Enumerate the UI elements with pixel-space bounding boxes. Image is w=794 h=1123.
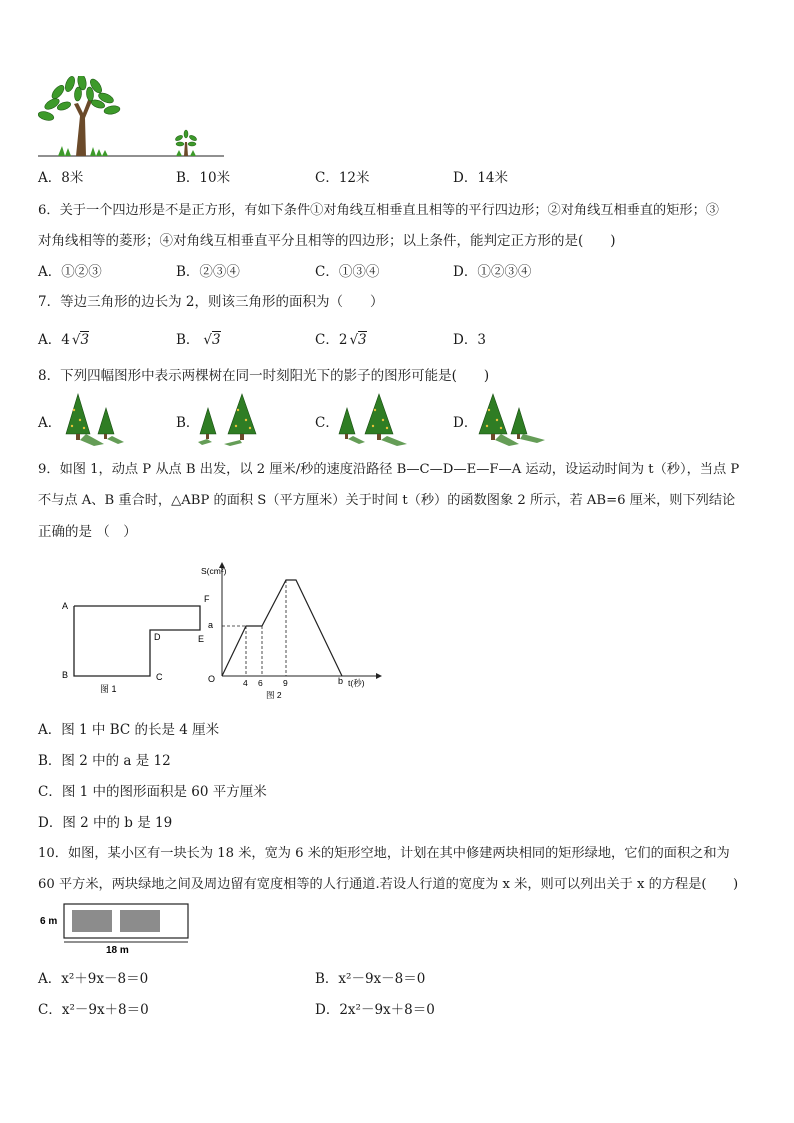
q7-stem: 7．等边三角形的边长为 2，则该三角形的面积为（ ） (38, 294, 384, 310)
q5-option-d: D．14米 (453, 170, 509, 186)
q9-option-a: A．图 1 中 BC 的长是 4 厘米 (38, 722, 220, 738)
q10-option-d: D．2x²－9x＋8＝0 (315, 1002, 435, 1018)
q6-option-c: C．①③④ (315, 264, 380, 280)
q7-option-a-coef: 4 (61, 332, 70, 348)
sqrt-icon: √ (203, 332, 213, 348)
fig1-label-a: A (62, 601, 69, 611)
q10-field-figure (38, 900, 198, 956)
q7-option-c-letter: C． (315, 332, 339, 348)
q8-option-a-label: A． (38, 415, 62, 431)
q6-stem-line1: 6．关于一个四边形是不是正方形，有如下条件①对角线互相垂直且相等的平行四边形；②对角线互相垂直的矩形；③ (38, 203, 719, 218)
q6-option-d: D．①②③④ (453, 264, 532, 280)
fig1-caption: 图 1 (100, 684, 117, 694)
q8-option-c-label: C． (315, 415, 339, 431)
q10-stem-line2: 60 平方米，两块绿地之间及周边留有宽度相等的人行通道.若设人行道的宽度为 x 米，则可以列出关于 x 的方程是( ) (38, 877, 739, 892)
fig1-label-b: B (62, 670, 69, 680)
sqrt-icon: √ (71, 332, 81, 348)
q10-width-label: 18 m (106, 945, 129, 956)
q5-option-c: C．12米 (315, 170, 370, 186)
q7-option-a-letter: A． (38, 332, 62, 348)
q7-option-d-letter: D． (453, 332, 478, 348)
sqrt-icon: √ (349, 332, 359, 348)
q8-option-b-figure (196, 390, 268, 446)
fig1-label-e: E (198, 634, 205, 644)
q7-option-b (176, 328, 221, 348)
fig2-x-tick-4: 4 (243, 678, 248, 688)
q7-option-c-radicand: 3 (358, 332, 367, 348)
q10-height-label: 6 m (40, 916, 58, 927)
q10-option-a: A．x²＋9x－8＝0 (38, 971, 149, 987)
q9-stem-line1: 9．如图 1，动点 P 从点 B 出发，以 2 厘米/秒的速度沿路径 B—C—D—E—F—A 运动，设运动时间为 t（秒），当点 P (38, 462, 740, 477)
q7-option-a-radicand: 3 (80, 332, 90, 348)
q7-option-d (453, 328, 486, 348)
q9-option-c: C．图 1 中的图形面积是 60 平方厘米 (38, 784, 267, 800)
q5-option-b: B．10米 (176, 170, 231, 186)
fig2-origin: O (208, 674, 216, 684)
q10-option-c: C．x²－9x＋8＝0 (38, 1002, 149, 1018)
fig1-label-d: D (154, 632, 161, 642)
q7-option-c (315, 328, 367, 348)
fig2-x-label: t(秒) (348, 678, 365, 688)
fig1-label-c: C (156, 672, 163, 682)
fig1-label-f: F (204, 594, 210, 604)
q8-option-d-label: D． (453, 415, 478, 431)
fig2-caption: 图 2 (266, 690, 282, 700)
q6-option-b: B．②③④ (176, 264, 240, 280)
q7-option-a (38, 328, 89, 348)
fig2-x-tick-b: b (338, 676, 344, 686)
fig2-x-tick-9: 9 (283, 678, 288, 688)
q10-stem-line1: 10．如图，某小区有一块长为 18 米，宽为 6 米的矩形空地，计划在其中修建两块相同的矩形绿地，它们的面积之和为 (38, 846, 730, 861)
q6-option-a: A．①②③ (38, 264, 102, 280)
q5-option-a: A．8米 (38, 170, 84, 186)
q7-option-b-letter: B． (176, 332, 200, 348)
q8-option-d-figure (473, 390, 549, 446)
q9-figure-1 (58, 590, 218, 700)
q10-option-b: B．x²－9x－8＝0 (315, 971, 426, 987)
q8-option-c-figure (335, 390, 411, 446)
q9-option-d: D．图 2 中的 b 是 19 (38, 815, 173, 831)
q9-figure-2 (200, 560, 390, 705)
q5-tree-figure (38, 76, 228, 160)
fig2-y-tick-a: a (208, 620, 214, 630)
q7-option-b-radicand: 3 (212, 332, 221, 348)
q9-stem-line2: 不与点 A、B 重合时，△ABP 的面积 S（平方厘米）关于时间 t（秒）的函数图象 2 所示，若 AB=6 厘米，则下列结论 (38, 493, 736, 508)
q8-stem: 8．下列四幅图形中表示两棵树在同一时刻阳光下的影子的图形可能是( ) (38, 368, 490, 384)
q7-option-c-coef: 2 (338, 332, 348, 348)
q8-option-a-figure (58, 390, 130, 446)
q8-option-b-label: B． (176, 415, 200, 431)
q9-stem-line3: 正确的是 （ ） (38, 524, 137, 540)
q7-option-d-coef: 3 (477, 332, 486, 348)
q6-stem-line2: 对角线相等的菱形；④对角线互相垂直平分且相等的四边形；以上条件，能判定正方形的是( ) (38, 233, 616, 249)
q9-option-b: B．图 2 中的 a 是 12 (38, 753, 171, 769)
fig2-y-label: S(cm²) (201, 566, 227, 576)
fig2-x-tick-6: 6 (258, 678, 263, 688)
